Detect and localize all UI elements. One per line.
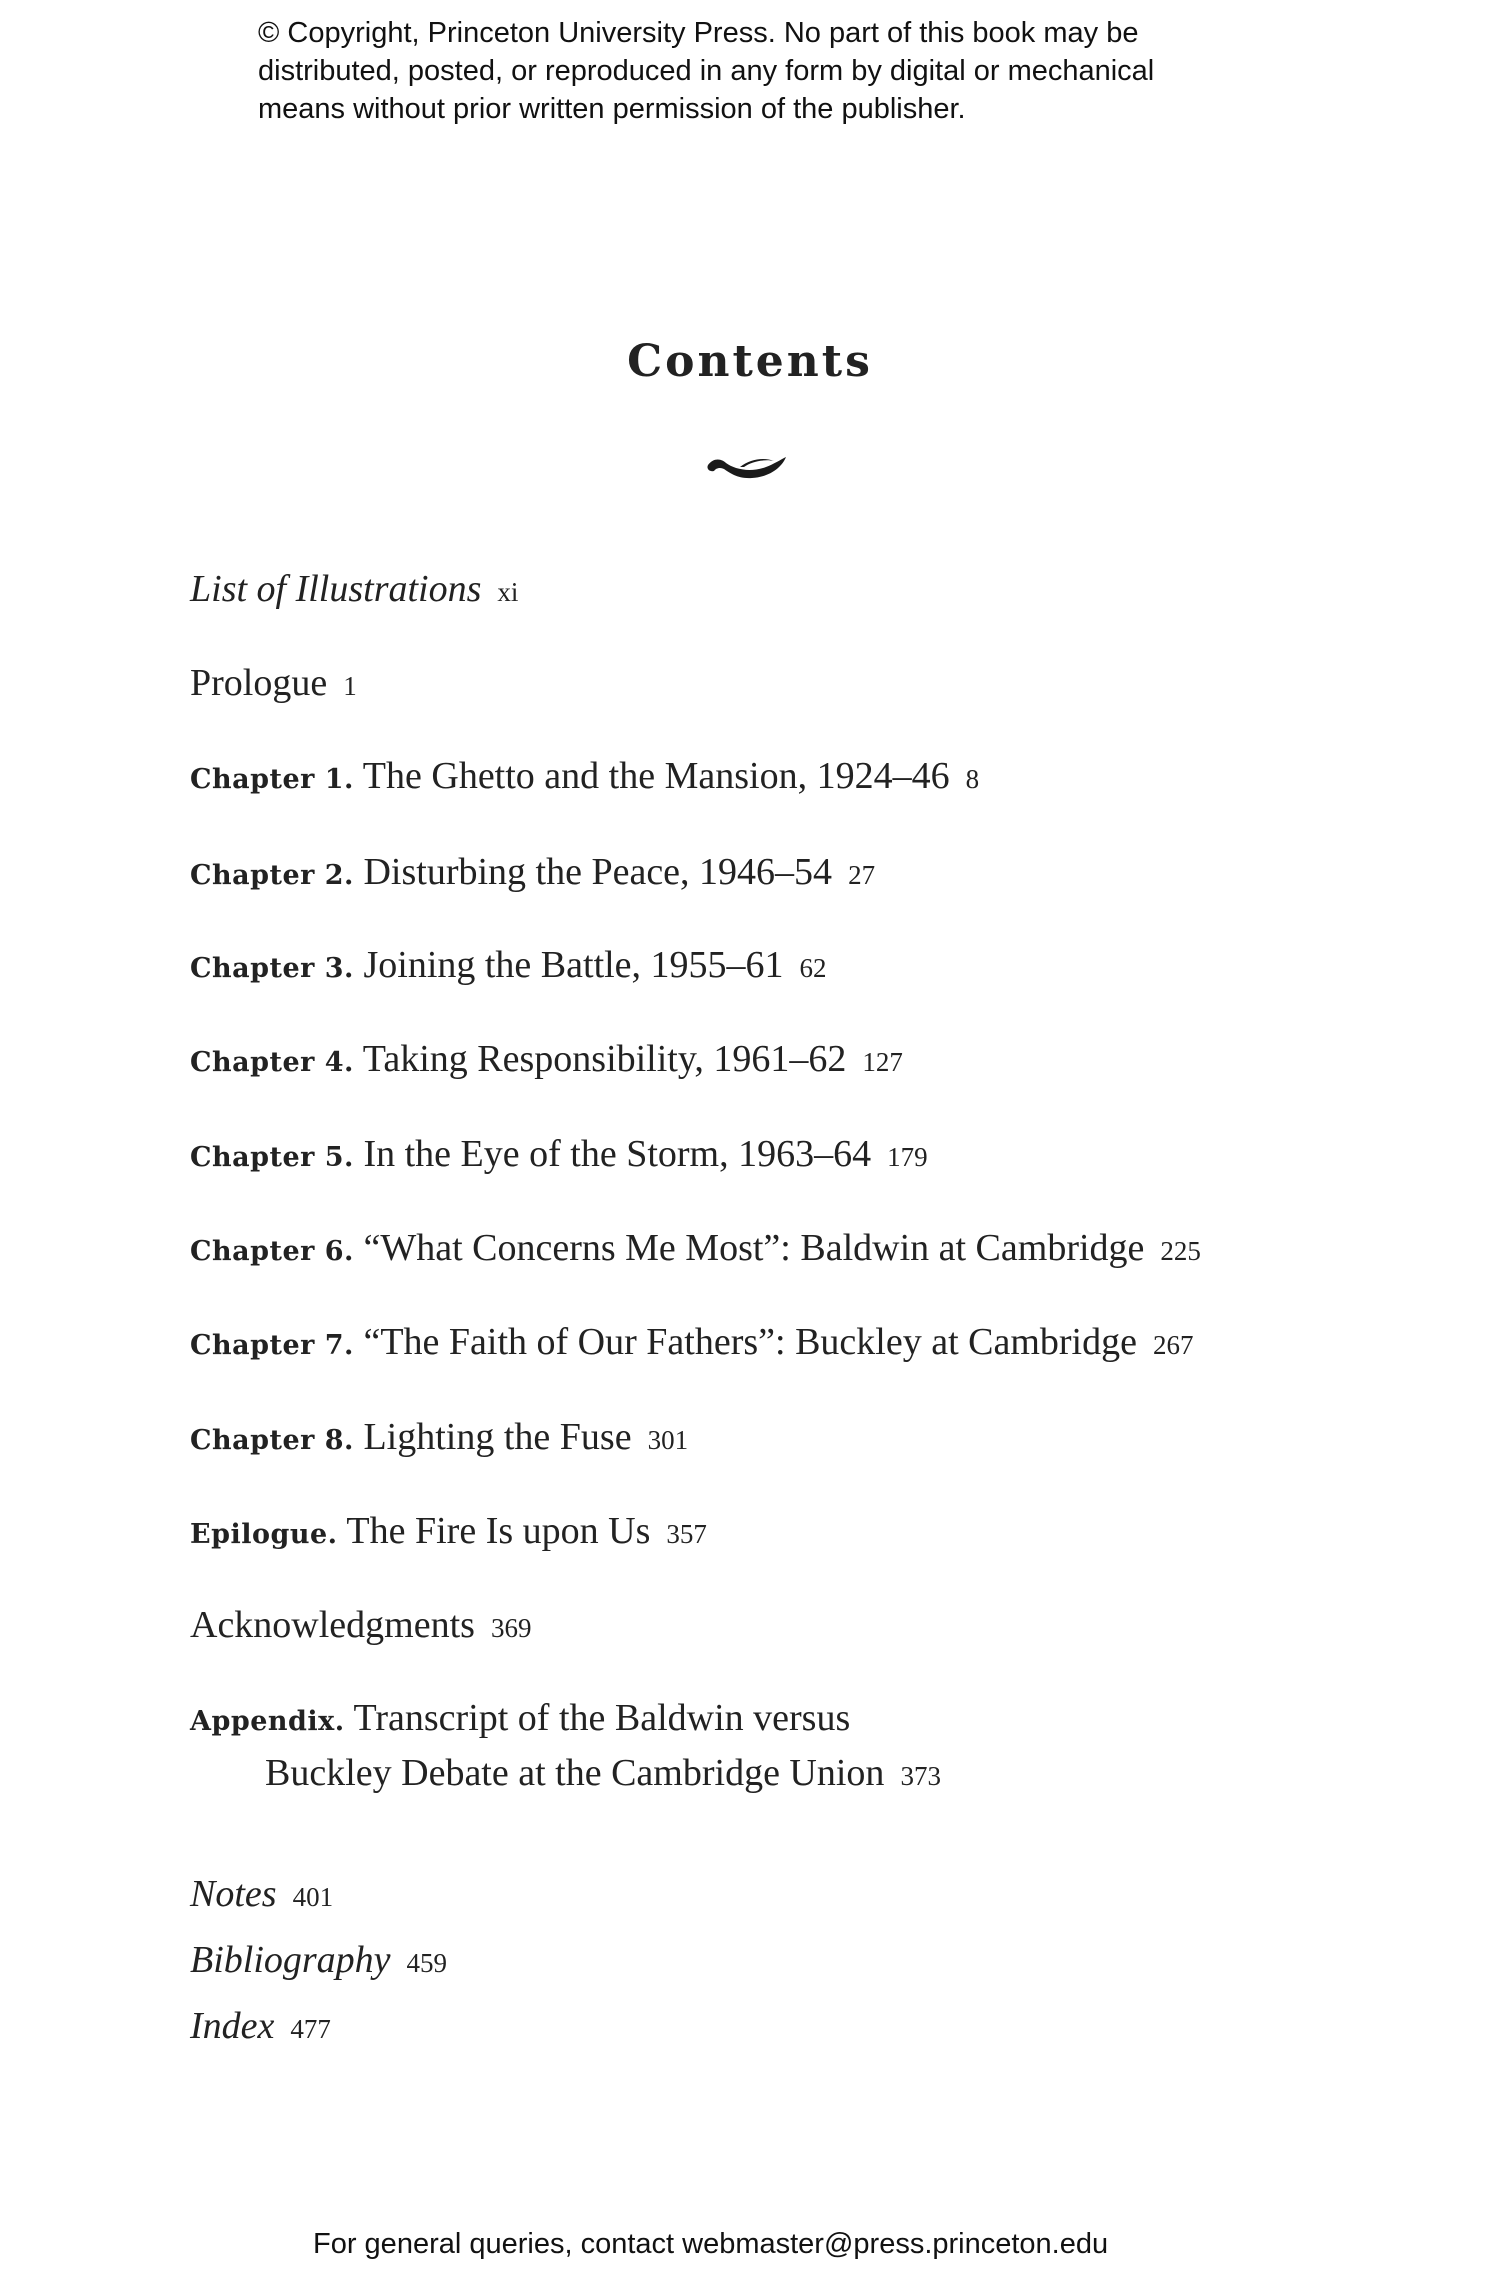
toc-title: Bibliography [190, 1939, 391, 1981]
toc-page: 369 [490, 1613, 532, 1643]
toc-entry-appendix[interactable] [190, 1695, 850, 1745]
page-title: Contents [627, 336, 873, 387]
toc-title: Joining the Battle, 1955–61 [363, 944, 784, 986]
toc-page: xi [497, 577, 519, 607]
copyright-line: distributed, posted, or reproduced in any form by digital or mechanical [258, 55, 1155, 87]
toc-title: List of Illustrations [190, 568, 482, 610]
toc-label: Chapter 1. [190, 764, 354, 795]
toc-label: Chapter 4. [190, 1047, 354, 1078]
toc-title: The Ghetto and the Mansion, 1924–46 [362, 755, 950, 797]
copyright-line: means without prior written permission of the publisher. [258, 93, 966, 125]
toc-page: 62 [799, 953, 827, 983]
copyright-notice [258, 14, 1298, 128]
toc-page: 401 [292, 1882, 334, 1912]
toc-title: Transcript of the Baldwin versus [353, 1697, 851, 1739]
toc-entry-appendix-continued[interactable] [265, 1750, 941, 1799]
toc-entry-chapter-2[interactable] [190, 849, 875, 899]
toc-page: 459 [406, 1948, 448, 1978]
toc-label: Chapter 3. [190, 953, 354, 984]
toc-page: 179 [887, 1142, 928, 1172]
copyright-line: © Copyright, Princeton University Press. No part of this book may be [258, 17, 1139, 49]
toc-entry-bibliography[interactable] [190, 1937, 447, 1986]
toc-title: Prologue [190, 662, 328, 704]
toc-title: Notes [190, 1873, 277, 1915]
toc-title: Disturbing the Peace, 1946–54 [363, 851, 833, 893]
toc-page: 357 [666, 1519, 707, 1549]
toc-entry-acknowledgments[interactable] [190, 1602, 531, 1651]
toc-page: 373 [900, 1761, 941, 1791]
toc-page: 477 [290, 2014, 331, 2044]
toc-page: 267 [1152, 1330, 1194, 1360]
toc-page: 127 [862, 1047, 903, 1077]
toc-entry-index[interactable] [190, 2003, 331, 2052]
toc-page: 8 [965, 764, 980, 794]
toc-label: Chapter 5. [190, 1142, 354, 1173]
toc-label: Chapter 6. [190, 1236, 354, 1267]
toc-entry-prologue[interactable] [190, 660, 357, 709]
toc-title: Acknowledgments [190, 1604, 475, 1646]
toc-title: “The Faith of Our Fathers”: Buckley at Cambridge [363, 1321, 1137, 1363]
toc-entry-chapter-7[interactable] [190, 1319, 1193, 1369]
toc-entry-notes[interactable] [190, 1871, 333, 1920]
toc-entry-chapter-8[interactable] [190, 1414, 688, 1464]
toc-title: The Fire Is upon Us [346, 1510, 651, 1552]
toc-label: Epilogue. [190, 1519, 338, 1550]
toc-page: 301 [647, 1425, 689, 1455]
fleuron-icon [700, 445, 800, 485]
toc-title-line2: Buckley Debate at the Cambridge Union [265, 1752, 885, 1794]
toc-title: Taking Responsibility, 1961–62 [362, 1038, 847, 1080]
toc-entry-chapter-3[interactable] [190, 942, 827, 992]
toc-page: 27 [848, 860, 876, 890]
toc-page: 1 [343, 671, 357, 701]
toc-title: Index [190, 2005, 275, 2047]
toc-label: Chapter 7. [190, 1330, 354, 1361]
footer-contact: For general queries, contact webmaster@press.princeton.edu [313, 2228, 1109, 2260]
toc-title: Lighting the Fuse [363, 1416, 632, 1458]
toc-title: “What Concerns Me Most”: Baldwin at Cambridge [363, 1227, 1145, 1269]
toc-entry-chapter-6[interactable] [190, 1225, 1201, 1275]
toc-entry-chapter-5[interactable] [190, 1131, 928, 1181]
toc-label: Chapter 8. [190, 1425, 354, 1456]
toc-page: 225 [1160, 1236, 1201, 1266]
toc-entry-chapter-4[interactable] [190, 1036, 903, 1086]
toc-title: In the Eye of the Storm, 1963–64 [363, 1133, 872, 1175]
toc-entry-chapter-1[interactable] [190, 753, 979, 803]
toc-entry-list-of-illustrations[interactable] [190, 566, 518, 615]
toc-entry-epilogue[interactable] [190, 1508, 707, 1558]
toc-label: Chapter 2. [190, 860, 354, 891]
toc-label: Appendix. [190, 1706, 345, 1737]
